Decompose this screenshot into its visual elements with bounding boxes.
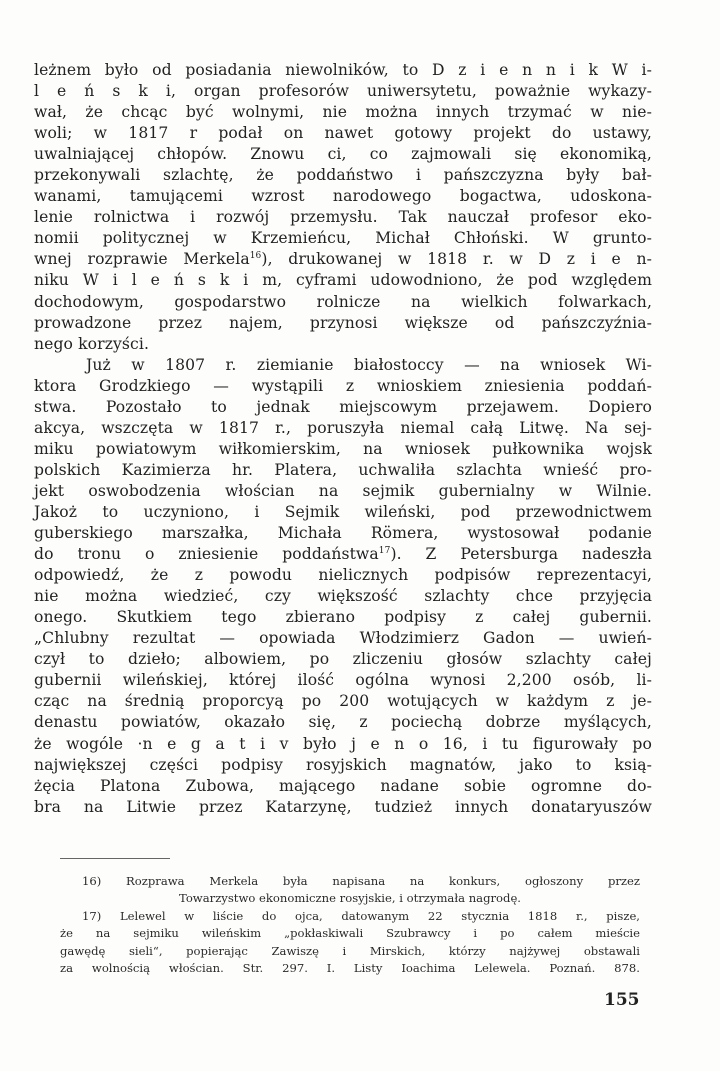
text-line: przekonywali szlachtę, że poddaństwo i pańszczyzna były bał- xyxy=(34,166,652,185)
page-number: 155 xyxy=(604,990,640,1010)
text-line: niku W i l e ń s k i m, cyframi udowodniono, że pod względem xyxy=(34,271,652,290)
text-segment: wnej rozprawie Merkela xyxy=(34,250,250,269)
text-line: nie można wiedzieć, czy większość szlachty chce przyjęcia xyxy=(34,587,652,606)
text-line: prowadzone przez najem, przynosi większe od pańszczyźnia- xyxy=(34,313,652,332)
text-line: uwalniającej chłopów. Znowu ci, co zajmowali się ekonomiką, xyxy=(34,145,652,164)
footnotes xyxy=(60,873,640,977)
text-line: największej części podpisy rosyjskich magnatów, jako to ksią- xyxy=(34,755,652,774)
text-line: denastu powiatów, okazało się, z pociechą dobrze myślących, xyxy=(34,713,652,732)
text-line-with-footnote xyxy=(34,249,652,270)
main-text xyxy=(34,60,652,818)
text-line: nego korzyści. xyxy=(34,334,149,353)
text-segment: ), drukowanej w 1818 r. w D z i e n- xyxy=(261,250,652,269)
text-line: czył to dzieło; albowiem, po zliczeniu głosów szlachty całej xyxy=(34,650,652,669)
footnote-line: że na sejmiku wileńskim „pokłaskiwali Szubrawcy i po całem mieście xyxy=(60,926,640,941)
footnote-line: gawędę sieli“, popierając Zawiszę i Mirskich, którzy najżywej obstawali xyxy=(60,943,640,958)
text-line: lenie rolnictwa i rozwój przemysłu. Tak nauczał profesor eko- xyxy=(34,208,652,227)
text-line: leżnem było od posiadania niewolników, to D z i e n n i k W i- xyxy=(34,61,652,79)
text-line: dochodowym, gospodarstwo rolnicze na wielkich folwarkach, xyxy=(34,292,652,311)
text-line: nomii politycznej w Krzemieńcu, Michał Chłoński. W grunto- xyxy=(34,229,652,248)
text-line: Jakoż to uczyniono, i Sejmik wileński, pod przewodnictwem xyxy=(34,502,652,521)
text-line: że wogóle ·n e g a t i v było j e n o 16, i tu figurowały po xyxy=(34,734,652,753)
footnote-line: 16) Rozprawa Merkela była napisana na konkurs, ogłoszony przez xyxy=(82,874,640,888)
text-line: stwa. Pozostało to jednak miejscowym przejawem. Dopiero xyxy=(34,397,652,416)
text-line: l e ń s k i, organ profesorów uniwersytetu, poważnie wykazy- xyxy=(34,82,652,101)
footnote-line: za wolnością włościan. Str. 297. I. Listy Ioachima Lelewela. Poznań. 878. xyxy=(60,960,640,975)
footnote-line: 17) Lelewel w liście do ojca, datowanym 22 stycznia 1818 r., pisze, xyxy=(82,908,640,923)
text-line: onego. Skutkiem tego zbierano podpisy z całej gubernii. xyxy=(34,608,652,627)
text-line: miku powiatowym wiłkomierskim, na wniosek pułkownika wojsk xyxy=(34,439,652,458)
text-line: cząc na średnią proporcyą po 200 wotujących w każdym z je- xyxy=(34,692,652,711)
footnote-line: Towarzystwo ekonomiczne rosyjskie, i otrzymała nagrodę. xyxy=(179,891,521,906)
text-line: bra na Litwie przez Katarzynę, tudzież innych donataryuszów xyxy=(34,797,652,816)
text-line: wał, że chcąc być wolnymi, nie można innych trzymać w nie- xyxy=(34,103,652,122)
footnote-mark-17: 17 xyxy=(378,546,391,557)
text-line-with-footnote xyxy=(34,544,652,565)
text-line: żęcia Platona Zubowa, mającego nadane sobie ogromne do- xyxy=(34,776,652,795)
text-line: wanami, tamującemi wzrost narodowego bogactwa, udoskona- xyxy=(34,187,652,206)
text-segment: do tronu o zniesienie poddaństwa xyxy=(34,545,379,564)
text-line: Już w 1807 r. ziemianie białostoccy — na wniosek Wi- xyxy=(86,355,652,374)
text-line: odpowiedź, że z powodu nielicznych podpisów reprezentacyi, xyxy=(34,566,652,585)
text-line: „Chlubny rezultat — opowiada Włodzimierz Gadon — uwień- xyxy=(34,629,652,648)
text-line: woli; w 1817 r podał on nawet gotowy projekt do ustawy, xyxy=(34,124,652,143)
text-line: polskich Kazimierza hr. Platera, uchwaliła szlachta wnieść pro- xyxy=(34,460,652,479)
footnote-divider xyxy=(60,858,170,859)
text-line: ktora Grodzkiego — wystąpili z wnioskiem zniesienia poddań- xyxy=(34,376,652,395)
text-line: gubernii wileńskiej, której ilość ogólna wynosi 2,200 osób, li- xyxy=(34,671,652,690)
text-line: guberskiego marszałka, Michała Römera, wystosował podanie xyxy=(34,524,652,543)
text-line: akcya, wszczęta w 1817 r., poruszyła niemal całą Litwę. Na sej- xyxy=(34,418,652,437)
text-line: jekt oswobodzenia włościan na sejmik gubernialny w Wilnie. xyxy=(34,481,652,500)
text-segment: ). Z Petersburga nadeszła xyxy=(390,545,652,564)
footnote-mark-16: 16 xyxy=(249,251,262,262)
